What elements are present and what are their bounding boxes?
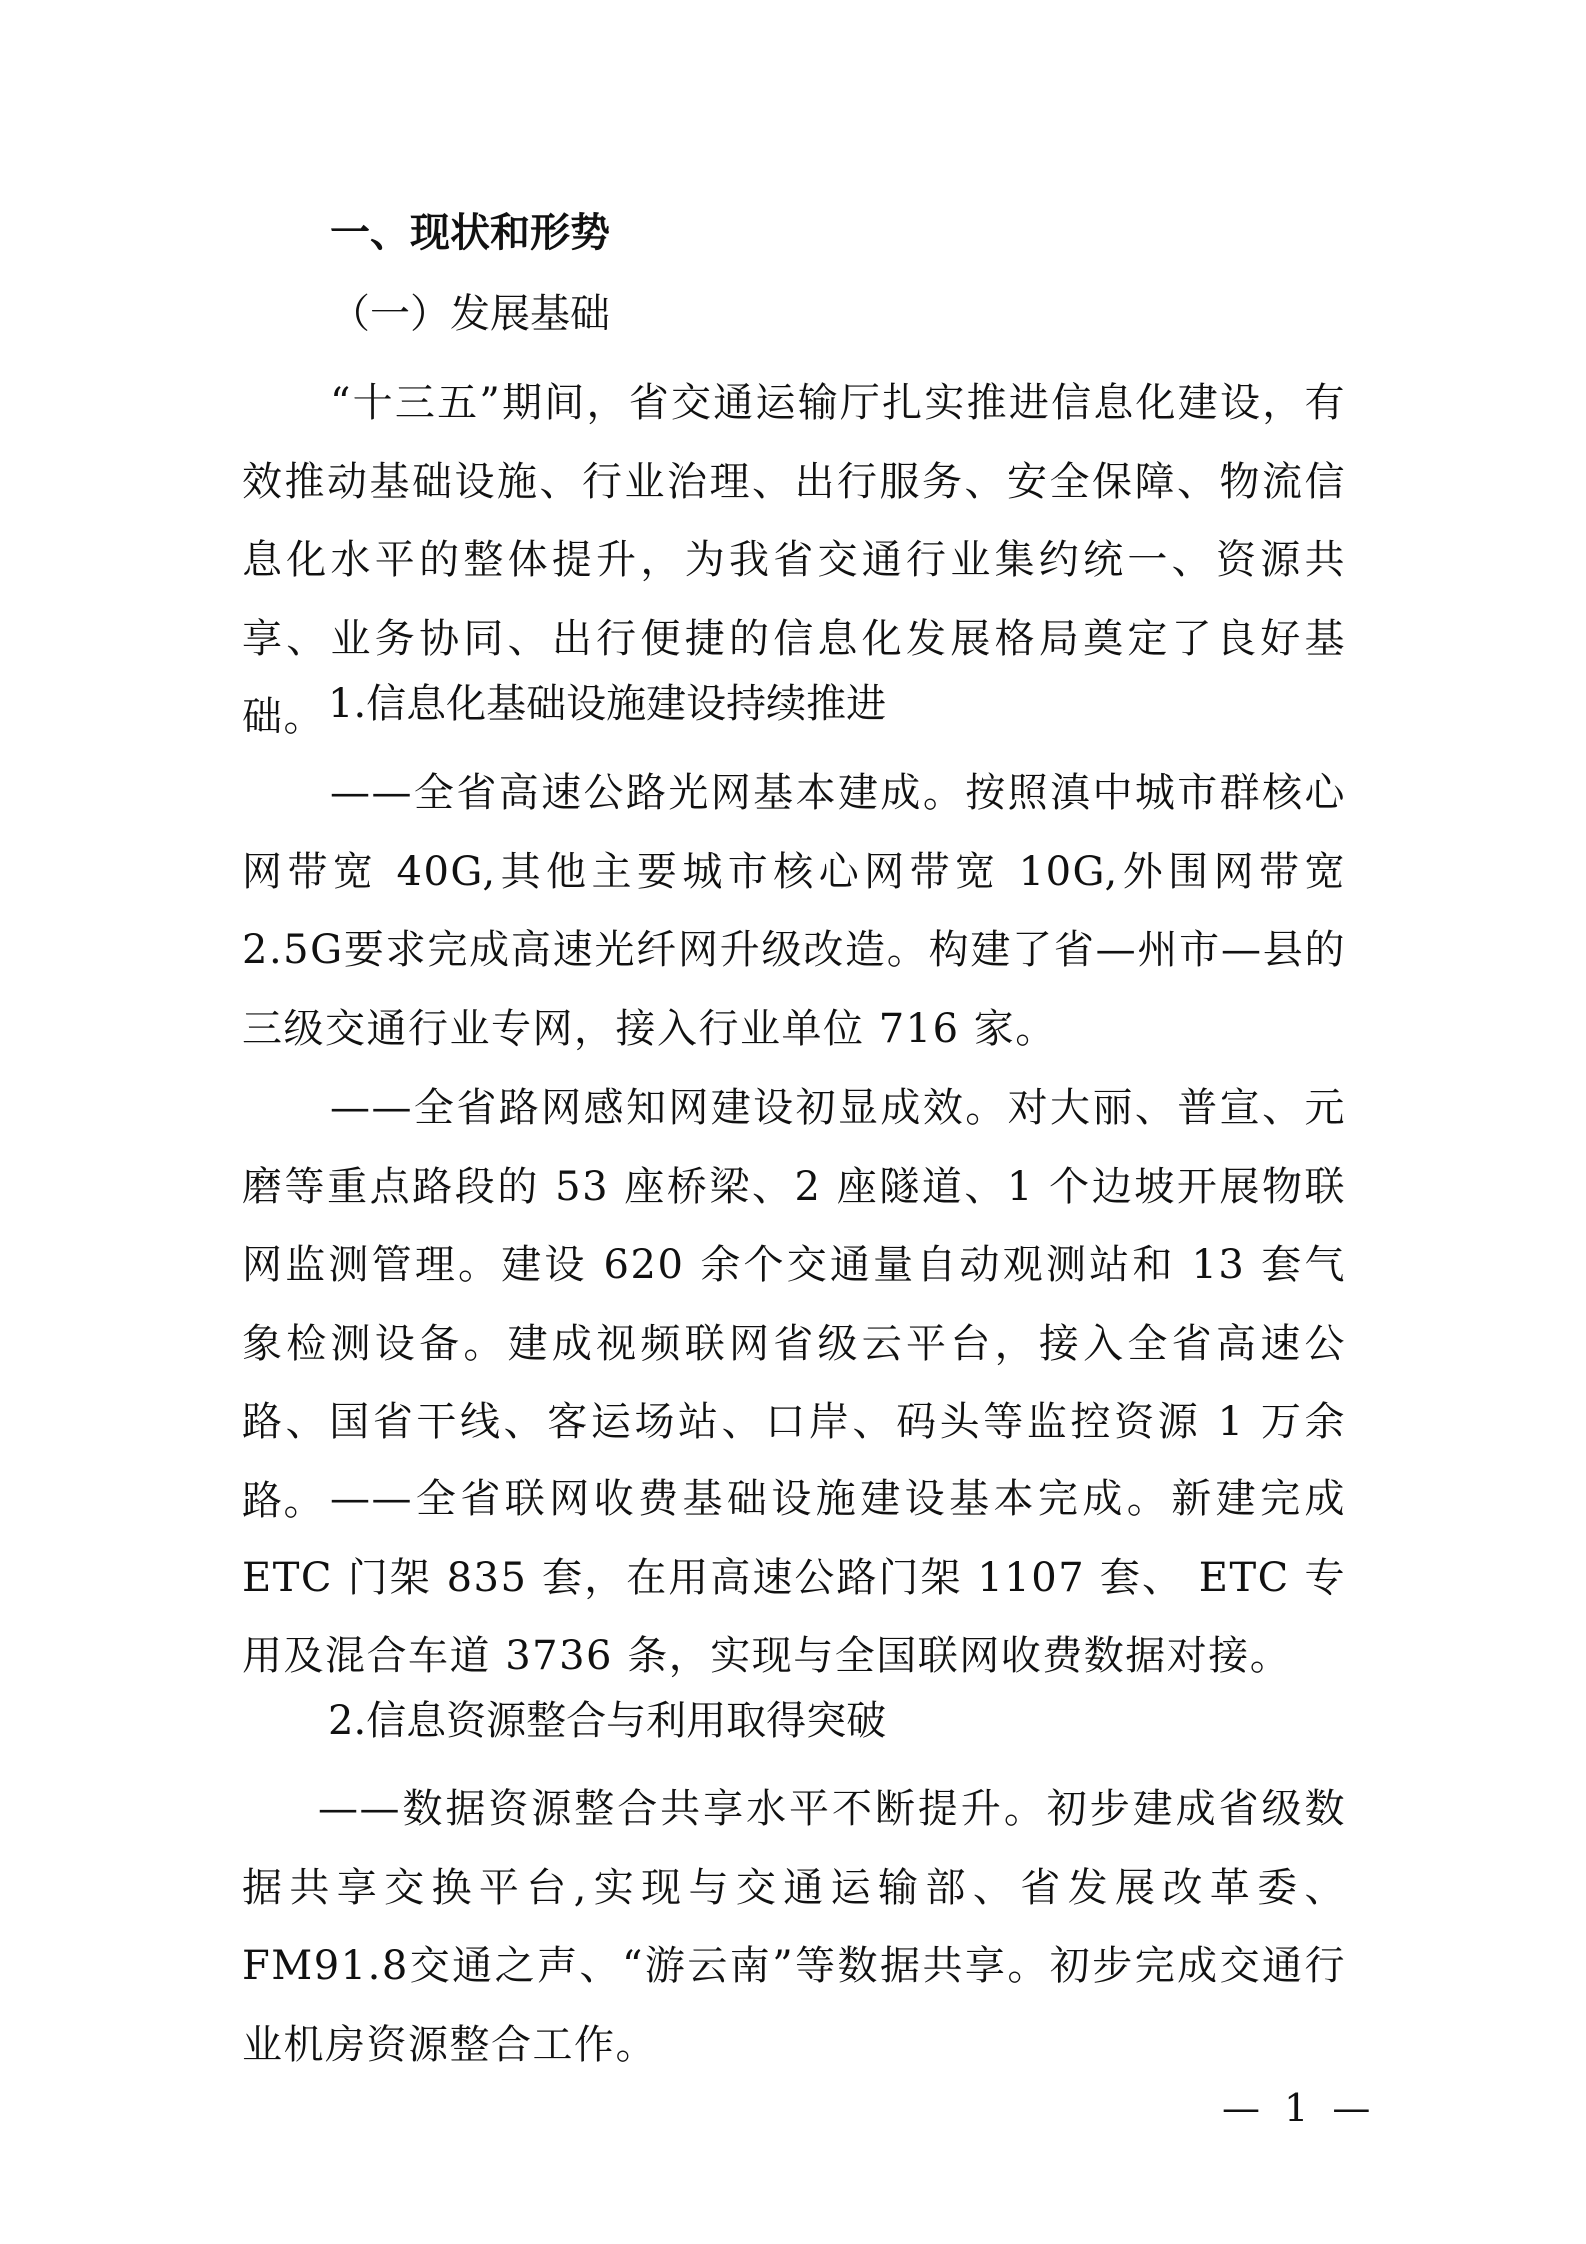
item2-heading: 2.信息资源整合与利用取得突破 — [328, 1698, 887, 1744]
page-number: — 1 — — [1222, 2086, 1377, 2130]
intro-paragraph: “十三五”期间，省交通运输厅扎实推进信息化建设，有效推动基础设施、行业治理、出行服务、安全保障、物流信息化水平的整体提升，为我省交通行业集约统一、资源共享、业务协同、出行便捷的信息化发展格局奠定了良好基础。 — [242, 380, 1346, 740]
item1-paragraph-1: ——全省高速公路光网基本建成。按照滇中城市群核心网带宽 40G,其他主要城市核心网带宽 10G,外围网带宽 2.5G要求完成高速光纤网升级改造。构建了省—州市—县的三级交通行业专网，接入行业单位 716 家。 — [242, 770, 1346, 1052]
item1-heading: 1.信息化基础设施建设持续推进 — [328, 681, 887, 727]
item1-paragraph-3: ——全省联网收费基础设施建设基本完成。新建完成ETC 门架 835 套，在用高速公路门架 1107 套、 ETC 专用及混合车道 3736 条，实现与全国联网收费数据对接。 — [242, 1476, 1346, 1679]
item2-paragraph-1: ——数据资源整合共享水平不断提升。初步建成省级数据共享交换平台,实现与交通运输部、省发展改革委、FM91.8交通之声、“游云南”等数据共享。初步完成交通行业机房资源整合工作。 — [242, 1786, 1346, 2068]
item1-paragraph-2: ——全省路网感知网建设初显成效。对大丽、普宣、元磨等重点路段的 53 座桥梁、2 座隧道、1 个边坡开展物联网监测管理。建设 620 余个交通量自动观测站和 13 套气象检测设备。建成视频联网省级云平台，接入全省高速公路、国省干线、客运场站、口岸、码头等监控资源 1 万余路。 — [242, 1085, 1346, 1524]
subsection-heading: （一）发展基础 — [330, 291, 610, 337]
section-heading: 一、现状和形势 — [330, 210, 610, 256]
